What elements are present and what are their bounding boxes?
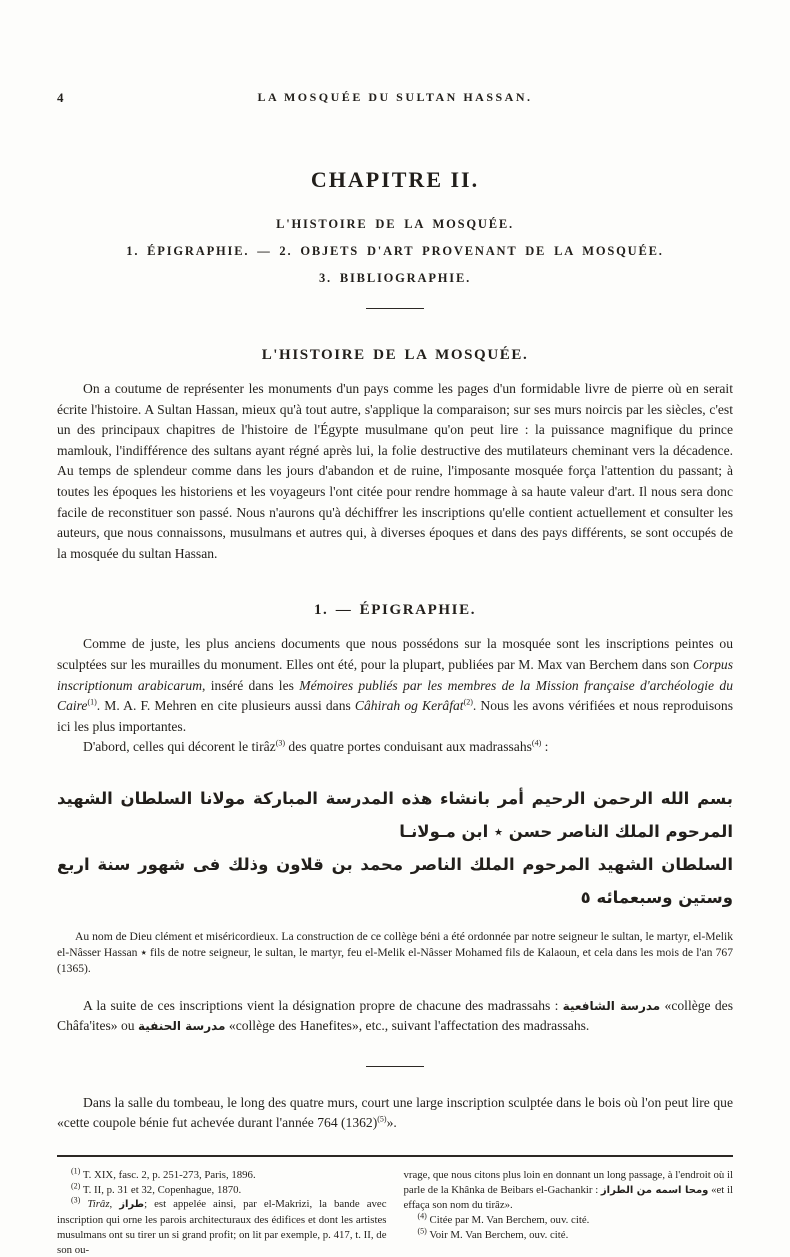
footnote-ref-3: (3) [275, 738, 286, 748]
chapter-title: CHAPITRE II. [310, 167, 480, 192]
title-cahirah-og-kerafat: Câhirah og Kerâfat [354, 698, 464, 714]
arabic-madrassah-chafaites: مدرسة الشافعية [562, 998, 661, 1013]
inscription-translation: Au nom de Dieu clément et miséricordieux. La construction de ce collège béni a été ordonnée par notre seigneur le sultan, le martyr, el-Melik el-Nâsser Hassan ٭ fils de notre seigneur, le sultan, le martyr, feu el-Melik el-Nâsser Mohamed fils de Kalaoun, et cela dans les mois de l'an 767 (1365). [57, 929, 733, 975]
title-corpus-inscriptionum: Corpus inscriptionum arabicarum [57, 656, 733, 693]
footnote-1: $^{(1)}$ T. XIX, fasc. 2, p. 251-273, Paris, 1896. [71, 1166, 256, 1181]
footnotes-right-column [404, 1168, 734, 1257]
arabic-tiraz: طراز [119, 1199, 145, 1211]
paragraph-tombeau: Dans la salle du tombeau, le long des quatre murs, court une large inscription sculptée dans le bois où l'on peut lire que «cette coupole bénie fut achevée durant l'année 764 (1362)$^{(5)}$». [57, 1094, 733, 1131]
arabic-inscription [57, 782, 733, 914]
footnote-ref-5: (5) [377, 1114, 387, 1124]
arabic-inscription-line-2: السلطان الشهيد المرحوم الملك الناصر محمد بن قلاون وذلك فى شهور سنة اربع وستين وسبعمائه ٥ [57, 854, 733, 907]
footnote-2: $^{(2)}$ T. II, p. 31 et 32, Copenhague, 1870. [71, 1181, 242, 1196]
footnote-divider [57, 1155, 733, 1157]
title-memoires-mission: Mémoires publiés par les membres de la Mission française d'archéologie du Caire [57, 677, 733, 714]
epigraphie-text: Comme de juste, les plus anciens documents que nous possédons sur la mosquée sont les inscriptions peintes ou sculptées sur les murailles du monument. Elles ont été, pour la plupart, publiées par M. Max van Berchem dans son [57, 636, 733, 672]
arabic-effaca-tiraz: ومحا اسمه من الطراز [600, 1184, 709, 1196]
chapter-subtitle-2: 1. ÉPIGRAPHIE. — 2. OBJETS D'ART PROVENANT DE LA MOSQUÉE. [126, 244, 664, 258]
section-heading-epigraphie: 1. — ÉPIGRAPHIE. [313, 602, 477, 619]
footnotes [57, 1168, 733, 1257]
chapter-divider [366, 308, 424, 309]
footnote-ref-4: (4) [531, 738, 542, 748]
chapter-subtitle-3: 3. BIBLIOGRAPHIE. [318, 271, 472, 285]
chapter-subtitle-1: L'HISTOIRE DE LA MOSQUÉE. [276, 217, 514, 231]
section-divider [366, 1066, 424, 1067]
paragraph-dabord: D'abord, celles qui décorent le tirâz$^{(3)}$ des quatre portes conduisant aux madrassahs$^{(4)}$ : [83, 738, 549, 755]
footnote-3-continuation: vrage, que nous citons plus loin en donnant un long passage, à l'endroit où il parle de la Khânka de Beibars el-Gachankir : ومحا اسمه من الطراز «et il effaça son nom du tirâz». [403, 1169, 733, 1212]
page-number: 4 [57, 90, 64, 105]
running-title: LA MOSQUÉE DU SULTAN HASSAN. [257, 90, 533, 104]
footnote-ref-1: (1) [87, 697, 97, 707]
arabic-inscription-line-1: بسم الله الرحمن الرحيم أمر بانشاء هذه المدرسة المباركة مولانا السلطان الشهيد المرحوم الملك الناصر حسن ٭ ابن مـولانـا [57, 788, 733, 841]
paragraph-madrassahs: A la suite de ces inscriptions vient la désignation propre de chacune des madrassahs : مدرسة الشافعية «collège des Châfa'ites» ou مدرسة الحنفية «collège des Hanefites», etc., suivant l'affectation des madrassahs. [57, 997, 734, 1034]
footnote-ref-2: (2) [463, 697, 473, 707]
footnote-5: $^{(5)}$ Voir M. Van Berchem, ouv. cité. [417, 1226, 569, 1241]
footnotes-left-column [57, 1168, 387, 1257]
running-head [57, 0, 733, 105]
arabic-madrassah-hanefites: مدرسة الحنفية [137, 1019, 226, 1034]
footnote-3: $^{(3)}$ Tirâz, طراز; est appelée ainsi, par el-Makrizi, la bande avec inscription qui orne les parois architecturaux des édifices et dont les artistes musulmans ont su tirer un si grand profit; on lit par exemple, p. 417, t. II, de son ou- [57, 1195, 387, 1256]
paragraph-histoire: On a coutume de représenter les monuments d'un pays comme les pages d'un formidable livre de pierre où en serait écrite l'histoire. A Sultan Hassan, mieux qu'à tout autre, s'applique la comparaison; sur ses murs noircis par les siècles, c'est un des principaux chapitres de l'histoire de l'Égypte musulmane qu'on peut lire : la puissance magnifique du prince mamlouk, l'indifférence des sultans ayant régné après lui, la folie destructive des mutilateurs cheminant vers la décadence. Au temps de splendeur comme dans les jours d'abandon et de ruine, l'imposante mosquée força l'attention du passant; à toutes les époques les historiens et les voyageurs l'ont citée pour rendre hommage à sa haute valeur d'art. Il nous sera donc facile de reconstituer son passé. Nous n'aurons qu'à déchiffrer les inscriptions qu'elle contient actuellement et consulter les auteurs, que nous connaissons, musulmans et autres qui, à diverses époques et dans des pays différents, se sont occupés de la mosquée du sultan Hassan. [57, 381, 733, 561]
footnote-4: $^{(4)}$ Citée par M. Van Berchem, ouv. cité. [417, 1211, 590, 1227]
paragraph-epigraphie: Comme de juste, les plus anciens documents que nous possédons sur la mosquée sont les inscriptions peintes ou sculptées sur les murailles du monument. Elles ont été, pour la plupart, publiées par M. Max van Berchem dans son Corpus inscriptionum arabicarum, inséré dans les Mémoires publiés par les membres de la Mission française d'archéologie du Caire$^{(1)}$. M. A. F. Mehren en cite plusieurs aussi dans Câhirah og Kerâfat$^{(2)}$. Nous les avons vérifiées et nous reproduisons ici les plus importantes. [57, 636, 733, 734]
section-heading-histoire: L'HISTOIRE DE LA MOSQUÉE. [261, 347, 529, 363]
